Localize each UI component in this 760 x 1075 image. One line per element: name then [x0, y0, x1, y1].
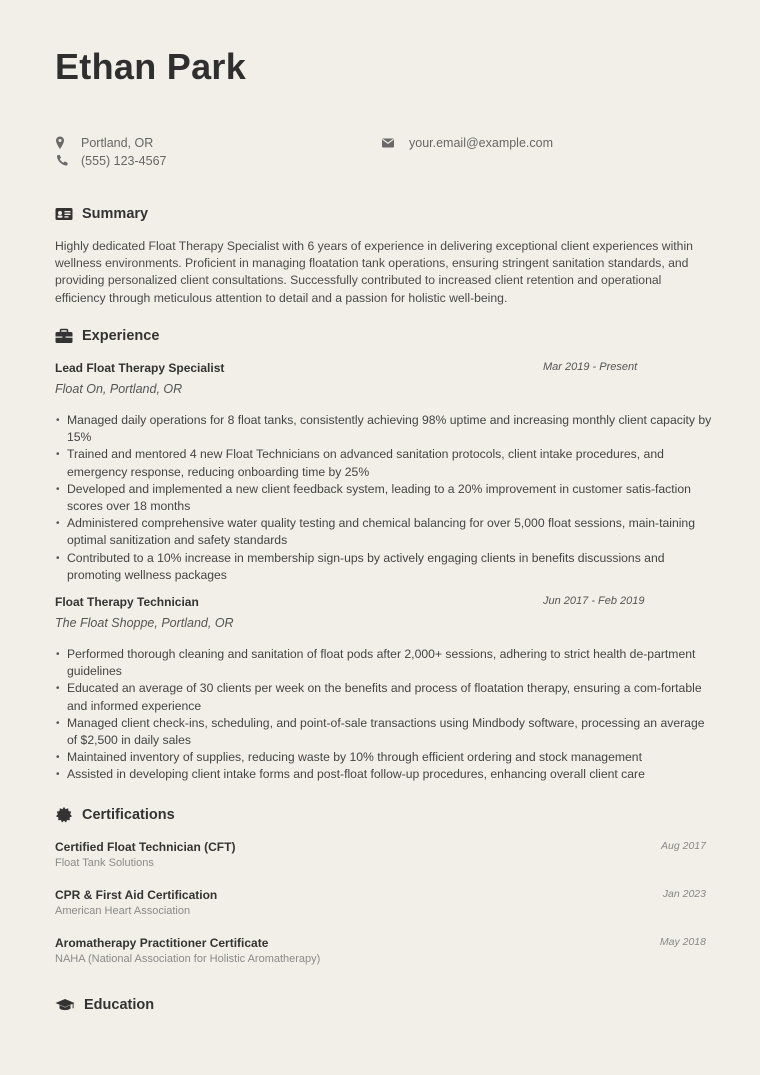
contact-location	[55, 136, 153, 150]
cert-name: Certified Float Technician (CFT)	[55, 840, 236, 854]
cert-date: Aug 2017	[661, 840, 706, 852]
certifications-title: Certifications	[82, 807, 175, 823]
graduation-cap-icon	[55, 997, 75, 1013]
id-card-icon	[55, 206, 73, 222]
briefcase-icon	[55, 328, 73, 344]
phone-icon	[55, 154, 71, 168]
summary-heading	[55, 206, 148, 222]
cert-org: American Heart Association	[55, 905, 191, 917]
location-text: Portland, OR	[81, 136, 154, 150]
job-dates: Jun 2017 - Feb 2019	[543, 595, 645, 607]
list-item: • Administered comprehensive water quality testing and chemical balancing for over 5,000 float sessions, main-taining optimal sanitization and safety standards	[55, 515, 715, 549]
summary-text: Highly dedicated Float Therapy Specialist with 6 years of experience in delivering exceptional client experiences within wellness environments. Proficient in managing floatation tank operations, ensuring stringent sanitation standards, and providing personalized client consultations. Successfully contributed to increased client retention and operational efficiency through meticulous attention to detail and a passion for holistic well-being.	[55, 239, 693, 305]
education-title: Education	[84, 997, 155, 1013]
email-text[interactable]: your.email@example.com	[409, 136, 553, 150]
job-company: Float On, Portland, OR	[55, 382, 183, 396]
contact-phone	[55, 154, 166, 168]
cert-org: NAHA (National Association for Holistic Aromatherapy)	[55, 953, 321, 965]
cert-name: CPR & First Aid Certification	[55, 888, 218, 902]
cert-date: May 2018	[659, 936, 706, 948]
phone-text: (555) 123-4567	[81, 154, 167, 168]
education-heading	[55, 997, 154, 1013]
badge-icon	[55, 807, 73, 823]
experience-title: Experience	[82, 328, 160, 344]
job-title: Lead Float Therapy Specialist	[55, 361, 225, 375]
location-pin-icon	[55, 136, 71, 150]
job-bullets	[55, 646, 715, 784]
contact-email[interactable]	[381, 136, 553, 150]
list-item: • Performed thorough cleaning and sanitation of float pods after 2,000+ sessions, adhering to strict health de-partment guidelines	[55, 646, 715, 680]
job-company: The Float Shoppe, Portland, OR	[55, 616, 234, 630]
list-item: • Managed daily operations for 8 float tanks, consistently achieving 98% uptime and increasing monthly client capacity by 15%	[55, 412, 715, 446]
job-dates: Mar 2019 - Present	[543, 361, 638, 373]
summary-title: Summary	[82, 206, 149, 222]
list-item: • Managed client check-ins, scheduling, and point-of-sale transactions using Mindbody software, processing an average of $2,500 in daily sales	[55, 715, 715, 749]
envelope-icon	[381, 136, 397, 150]
experience-heading	[55, 328, 159, 344]
cert-name: Aromatherapy Practitioner Certificate	[55, 936, 269, 950]
cert-org: Float Tank Solutions	[55, 857, 154, 869]
list-item: • Trained and mentored 4 new Float Technicians on advanced sanitation protocols, client intake procedures, and emergency response, reducing onboarding time by 25%	[55, 446, 715, 480]
list-item: • Maintained inventory of supplies, reducing waste by 10% through efficient ordering and stock management	[55, 749, 715, 766]
list-item: • Assisted in developing client intake forms and post-float follow-up procedures, enhancing overall client care	[55, 766, 715, 783]
list-item: • Developed and implemented a new client feedback system, leading to a 20% improvement in customer satis-faction scores over 18 months	[55, 481, 715, 515]
job-title: Float Therapy Technician	[55, 595, 199, 609]
list-item: • Contributed to a 10% increase in membership sign-ups by actively engaging clients in benefits discussions and promoting wellness packages	[55, 550, 715, 584]
job-bullets	[55, 412, 715, 584]
candidate-name: Ethan Park	[55, 46, 247, 87]
list-item: • Educated an average of 30 clients per week on the benefits and process of floatation therapy, ensuring a com-fortable and informed experience	[55, 680, 715, 714]
certifications-heading	[55, 807, 175, 823]
cert-date: Jan 2023	[662, 888, 706, 900]
